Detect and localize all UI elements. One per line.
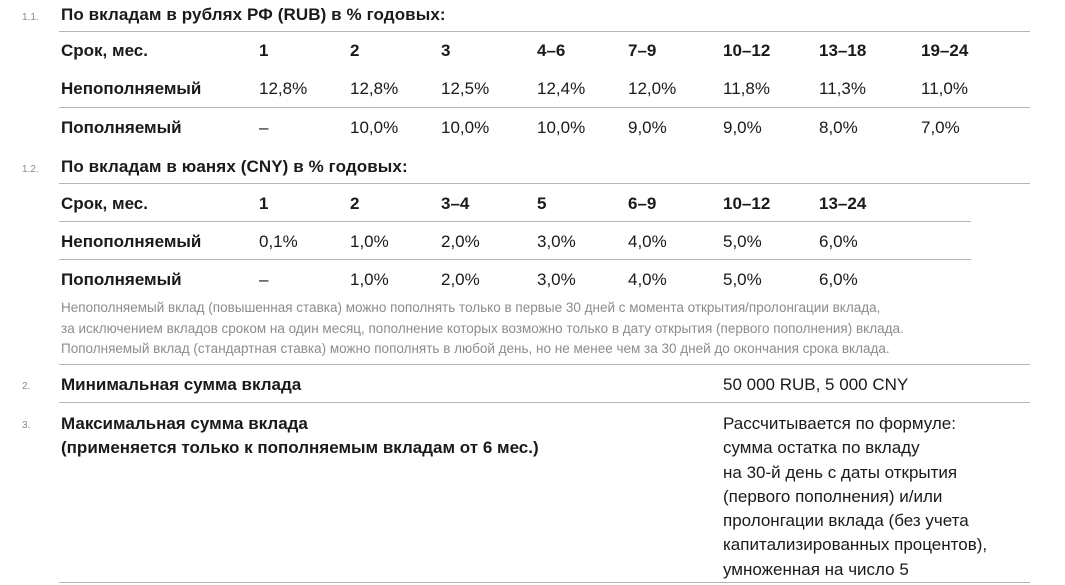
section-title-rub: По вкладам в рублях РФ (RUB) в % годовых: [61,5,446,24]
row-label: Пополняемый [61,270,182,289]
note-line: за исключением вкладов сроком на один месяц, пополнение которых возможно только в дату открытия (первого пополнения) вклада. [61,320,904,336]
max-sum-label-line: (применяется только к пополняемым вкладам от 6 мес.) [61,438,539,457]
max-sum-label-line: Максимальная сумма вклада [61,414,308,433]
divider [59,183,1030,184]
min-sum-value: 50 000 RUB, 5 000 CNY [723,375,909,394]
rate-cell: 12,5% [441,79,490,98]
column-header: 2 [350,41,360,60]
row-label: Непополняемый [61,232,202,251]
column-header: 7–9 [628,41,657,60]
rate-cell: 12,4% [537,79,586,98]
note-line: Непополняемый вклад (повышенная ставка) можно пополнять только в первые 30 дней с момента открытия/пролонгации вклада, [61,300,881,315]
row-label: Пополняемый [61,118,182,137]
section-number: 2. [22,381,31,392]
divider [59,107,1030,108]
row-label: Непополняемый [61,79,202,98]
rate-cell: 8,0% [819,118,858,137]
rate-cell: 10,0% [441,118,490,137]
max-sum-label [61,412,539,460]
max-sum-value [723,412,987,582]
rate-cell: 1,0% [350,232,389,251]
max-sum-value-line: капитализированных процентов), [723,535,988,555]
rate-cell: – [259,118,269,137]
rate-cell: 0,1% [259,232,298,251]
rate-cell: 4,0% [628,270,667,289]
column-header: 10–12 [723,194,771,213]
rate-cell: 4,0% [628,232,667,251]
rate-cell: 10,0% [537,118,586,137]
max-sum-value-line: умноженная на число 5 [723,559,909,579]
rate-cell: 12,8% [259,79,308,98]
rate-cell: 9,0% [723,118,762,137]
column-header: 1 [259,41,269,60]
max-sum-value-line: пролонгации вклада (без учета [723,511,969,531]
rate-cell: 3,0% [537,232,576,251]
column-header: 1 [259,194,269,213]
section-number: 1.1. [22,12,39,23]
rate-cell: 6,0% [819,232,858,251]
rate-cell: 7,0% [921,118,960,137]
divider [59,364,1030,365]
term-label: Срок, мес. [61,194,148,213]
column-header: 19–24 [921,41,969,60]
note-line: Пополняемый вклад (стандартная ставка) можно пополнять в любой день, но не менее чем за 30 дней до окончания срока вклада. [61,341,890,356]
column-header: 2 [350,194,360,213]
rate-cell: 2,0% [441,270,480,289]
column-header: 13–18 [819,41,867,60]
rate-cell: 5,0% [723,270,762,289]
max-sum-value-line: на 30-й день с даты открытия [723,462,958,482]
rate-cell: 11,0% [921,79,968,98]
divider [59,582,1030,583]
column-header: 10–12 [723,41,771,60]
divider [59,402,1030,403]
rate-cell: 6,0% [819,270,858,289]
term-label: Срок, мес. [61,41,148,60]
max-sum-value-line: сумма остатка по вкладу [723,438,920,458]
deposit-note [61,298,904,360]
column-header: 4–6 [537,41,566,60]
section-title-cny: По вкладам в юанях (CNY) в % годовых: [61,157,408,176]
divider [59,221,971,222]
divider [59,259,971,260]
section-number: 1.2. [22,164,39,175]
rate-cell: – [259,270,269,289]
column-header: 13–24 [819,194,867,213]
rate-cell: 3,0% [537,270,576,289]
rate-cell: 11,3% [819,79,866,98]
divider [59,31,1030,32]
max-sum-value-line: (первого пополнения) и/или [723,486,943,506]
rate-cell: 12,0% [628,79,677,98]
column-header: 3 [441,41,451,60]
min-sum-label: Минимальная сумма вклада [61,375,302,394]
column-header: 6–9 [628,194,657,213]
column-header: 3–4 [441,194,470,213]
section-number: 3. [22,420,31,431]
column-header: 5 [537,194,547,213]
rate-cell: 5,0% [723,232,762,251]
rate-cell: 1,0% [350,270,389,289]
rate-cell: 2,0% [441,232,480,251]
max-sum-value-line: Рассчитывается по формуле: [723,414,956,433]
rate-cell: 9,0% [628,118,667,137]
rate-cell: 12,8% [350,79,399,98]
rate-cell: 11,8% [723,79,770,98]
rate-cell: 10,0% [350,118,399,137]
